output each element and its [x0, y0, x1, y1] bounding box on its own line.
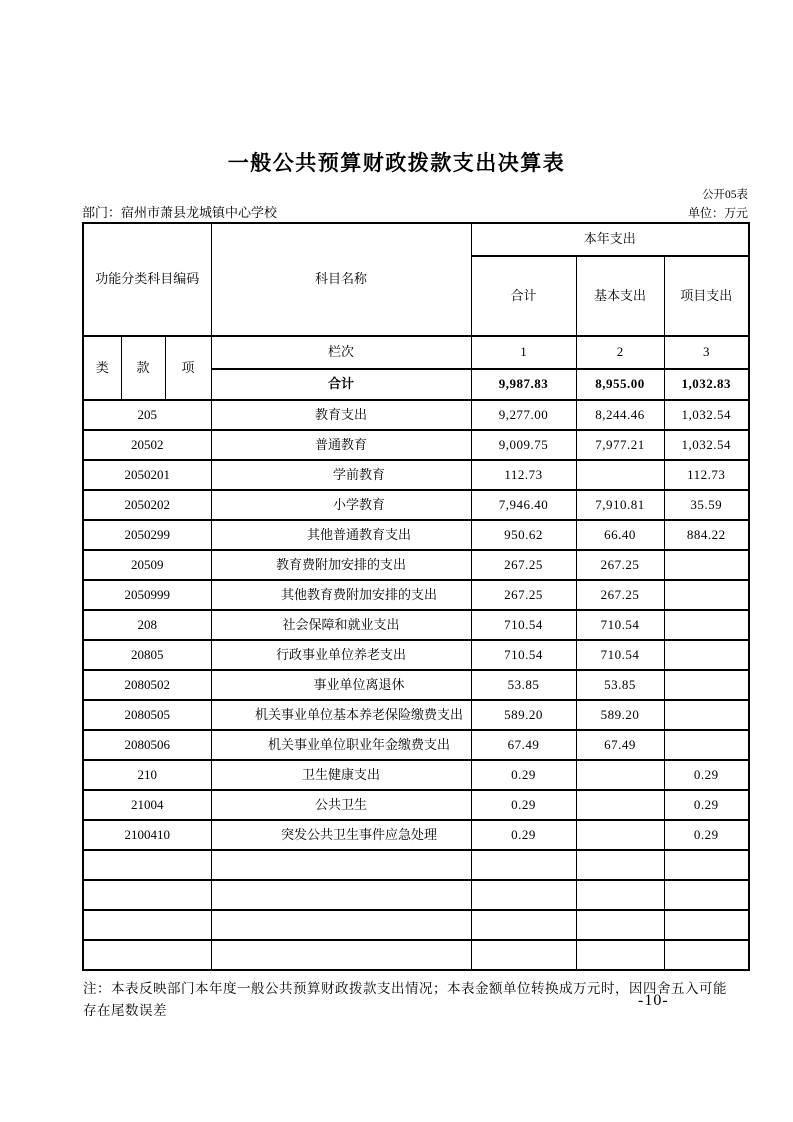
table-row	[83, 640, 749, 670]
cell-total: 53.85	[471, 670, 576, 700]
cell-subject-name: 小学教育	[211, 490, 471, 520]
cell-total: 7,946.40	[471, 490, 576, 520]
cell-function-code: 2050299	[83, 520, 211, 550]
grand-total-project: 1,032.83	[664, 369, 749, 400]
cell-basic-expenditure: 589.20	[576, 700, 664, 730]
cell-subject-name: 突发公共卫生事件应急处理	[211, 820, 471, 850]
budget-table-body	[83, 400, 749, 970]
cell-project-expenditure	[664, 850, 749, 880]
cell-function-code: 2050999	[83, 580, 211, 610]
cell-project-expenditure	[664, 640, 749, 670]
table-row	[83, 910, 749, 940]
cell-project-expenditure	[664, 700, 749, 730]
table-row	[83, 790, 749, 820]
cell-project-expenditure	[664, 730, 749, 760]
footnote-line-1: 注：本表反映部门本年度一般公共预算财政拨款支出情况；本表金额单位转换成万元时，因四舍五入可能	[83, 981, 727, 996]
cell-subject-name: 其他普通教育支出	[211, 520, 471, 550]
cell-function-code: 2080506	[83, 730, 211, 760]
budget-table	[82, 222, 750, 971]
cell-basic-expenditure: 7,910.81	[576, 490, 664, 520]
header-col-index-3: 3	[664, 336, 749, 369]
cell-total: 9,277.00	[471, 400, 576, 430]
header-sub-item: 项	[165, 336, 211, 400]
table-row	[83, 580, 749, 610]
cell-total	[471, 940, 576, 970]
cell-basic-expenditure: 66.40	[576, 520, 664, 550]
footnote-line-2-clipped	[83, 999, 283, 1018]
form-code-label: 公开05表	[702, 189, 748, 201]
cell-subject-name: 公共卫生	[211, 790, 471, 820]
cell-function-code	[83, 880, 211, 910]
cell-function-code	[83, 910, 211, 940]
table-row	[83, 880, 749, 910]
header-code-label: 功能分类科目编码	[83, 223, 211, 336]
cell-function-code: 2100410	[83, 820, 211, 850]
table-row	[83, 820, 749, 850]
cell-total: 589.20	[471, 700, 576, 730]
table-row	[83, 940, 749, 970]
cell-basic-expenditure	[576, 790, 664, 820]
table-row	[83, 490, 749, 520]
table-row	[83, 520, 749, 550]
cell-subject-name: 机关事业单位职业年金缴费支出	[211, 730, 471, 760]
cell-basic-expenditure: 267.25	[576, 580, 664, 610]
cell-subject-name: 卫生健康支出	[211, 760, 471, 790]
cell-basic-expenditure	[576, 460, 664, 490]
cell-subject-name: 其他教育费附加安排的支出	[211, 580, 471, 610]
cell-subject-name: 教育费附加安排的支出	[211, 550, 471, 580]
cell-project-expenditure: 35.59	[664, 490, 749, 520]
cell-function-code: 21004	[83, 790, 211, 820]
cell-basic-expenditure: 7,977.21	[576, 430, 664, 460]
header-col-index-2: 2	[576, 336, 664, 369]
department-label: 部门：宿州市萧县龙城镇中心学校	[82, 205, 278, 220]
cell-total	[471, 910, 576, 940]
cell-total: 710.54	[471, 610, 576, 640]
cell-total: 67.49	[471, 730, 576, 760]
cell-subject-name: 学前教育	[211, 460, 471, 490]
cell-total: 267.25	[471, 580, 576, 610]
cell-total: 710.54	[471, 640, 576, 670]
grand-total-basic: 8,955.00	[576, 369, 664, 400]
cell-function-code: 20805	[83, 640, 211, 670]
grand-total-value: 9,987.83	[471, 369, 576, 400]
cell-subject-name	[211, 880, 471, 910]
cell-function-code	[83, 940, 211, 970]
cell-basic-expenditure	[576, 850, 664, 880]
cell-basic-expenditure: 8,244.46	[576, 400, 664, 430]
cell-total: 0.29	[471, 760, 576, 790]
cell-total: 0.29	[471, 820, 576, 850]
cell-project-expenditure	[664, 880, 749, 910]
header-year-label: 本年支出	[471, 223, 749, 256]
cell-function-code: 2050201	[83, 460, 211, 490]
cell-total: 950.62	[471, 520, 576, 550]
cell-project-expenditure	[664, 610, 749, 640]
cell-basic-expenditure: 267.25	[576, 550, 664, 580]
header-column-index-label: 栏次	[211, 336, 471, 369]
page-title: 一般公共预算财政拨款支出决算表	[227, 152, 566, 175]
cell-total	[471, 850, 576, 880]
cell-function-code: 210	[83, 760, 211, 790]
cell-project-expenditure	[664, 670, 749, 700]
cell-basic-expenditure: 710.54	[576, 640, 664, 670]
cell-subject-name	[211, 850, 471, 880]
table-row	[83, 610, 749, 640]
cell-project-expenditure: 1,032.54	[664, 430, 749, 460]
cell-project-expenditure: 112.73	[664, 460, 749, 490]
cell-subject-name: 教育支出	[211, 400, 471, 430]
cell-function-code: 205	[83, 400, 211, 430]
cell-project-expenditure: 884.22	[664, 520, 749, 550]
table-row	[83, 430, 749, 460]
header-row-top	[83, 223, 749, 256]
cell-subject-name: 机关事业单位基本养老保险缴费支出	[211, 700, 471, 730]
meta-row	[82, 202, 748, 221]
table-row	[83, 760, 749, 790]
cell-total: 267.25	[471, 550, 576, 580]
header-col-basic: 基本支出	[576, 256, 664, 336]
header-name-label: 科目名称	[211, 223, 471, 336]
cell-function-code: 2080505	[83, 700, 211, 730]
table-row	[83, 400, 749, 430]
table-row	[83, 850, 749, 880]
header-col-project: 项目支出	[664, 256, 749, 336]
cell-subject-name: 社会保障和就业支出	[211, 610, 471, 640]
cell-subject-name: 行政事业单位养老支出	[211, 640, 471, 670]
header-col-index-1: 1	[471, 336, 576, 369]
grand-total-label: 合计	[211, 369, 471, 400]
page-number: -10-	[638, 992, 669, 1009]
cell-project-expenditure: 0.29	[664, 820, 749, 850]
cell-function-code: 2080502	[83, 670, 211, 700]
cell-project-expenditure	[664, 910, 749, 940]
cell-total: 112.73	[471, 460, 576, 490]
table-row	[83, 700, 749, 730]
cell-function-code: 20502	[83, 430, 211, 460]
cell-basic-expenditure	[576, 880, 664, 910]
cell-function-code: 208	[83, 610, 211, 640]
cell-project-expenditure: 1,032.54	[664, 400, 749, 430]
cell-function-code	[83, 850, 211, 880]
cell-basic-expenditure	[576, 820, 664, 850]
header-sub-section: 款	[121, 336, 165, 400]
footnote-line-2-text: 存在尾数误差	[83, 1003, 167, 1018]
cell-basic-expenditure: 710.54	[576, 610, 664, 640]
table-row	[83, 460, 749, 490]
cell-project-expenditure	[664, 550, 749, 580]
cell-basic-expenditure	[576, 910, 664, 940]
cell-function-code: 20509	[83, 550, 211, 580]
cell-subject-name	[211, 910, 471, 940]
cell-project-expenditure: 0.29	[664, 760, 749, 790]
table-row	[83, 550, 749, 580]
cell-subject-name	[211, 940, 471, 970]
cell-total: 9,009.75	[471, 430, 576, 460]
header-sub-class: 类	[83, 336, 121, 400]
cell-basic-expenditure: 67.49	[576, 730, 664, 760]
cell-basic-expenditure: 53.85	[576, 670, 664, 700]
cell-subject-name: 事业单位离退休	[211, 670, 471, 700]
cell-function-code: 2050202	[83, 490, 211, 520]
cell-basic-expenditure	[576, 760, 664, 790]
cell-total: 0.29	[471, 790, 576, 820]
header-col-total: 合计	[471, 256, 576, 336]
cell-total	[471, 880, 576, 910]
unit-label: 单位：万元	[687, 206, 748, 220]
table-row	[83, 730, 749, 760]
cell-project-expenditure	[664, 940, 749, 970]
table-row	[83, 670, 749, 700]
header-row-index	[83, 336, 749, 369]
cell-subject-name: 普通教育	[211, 430, 471, 460]
cell-project-expenditure: 0.29	[664, 790, 749, 820]
cell-project-expenditure	[664, 580, 749, 610]
cell-basic-expenditure	[576, 940, 664, 970]
